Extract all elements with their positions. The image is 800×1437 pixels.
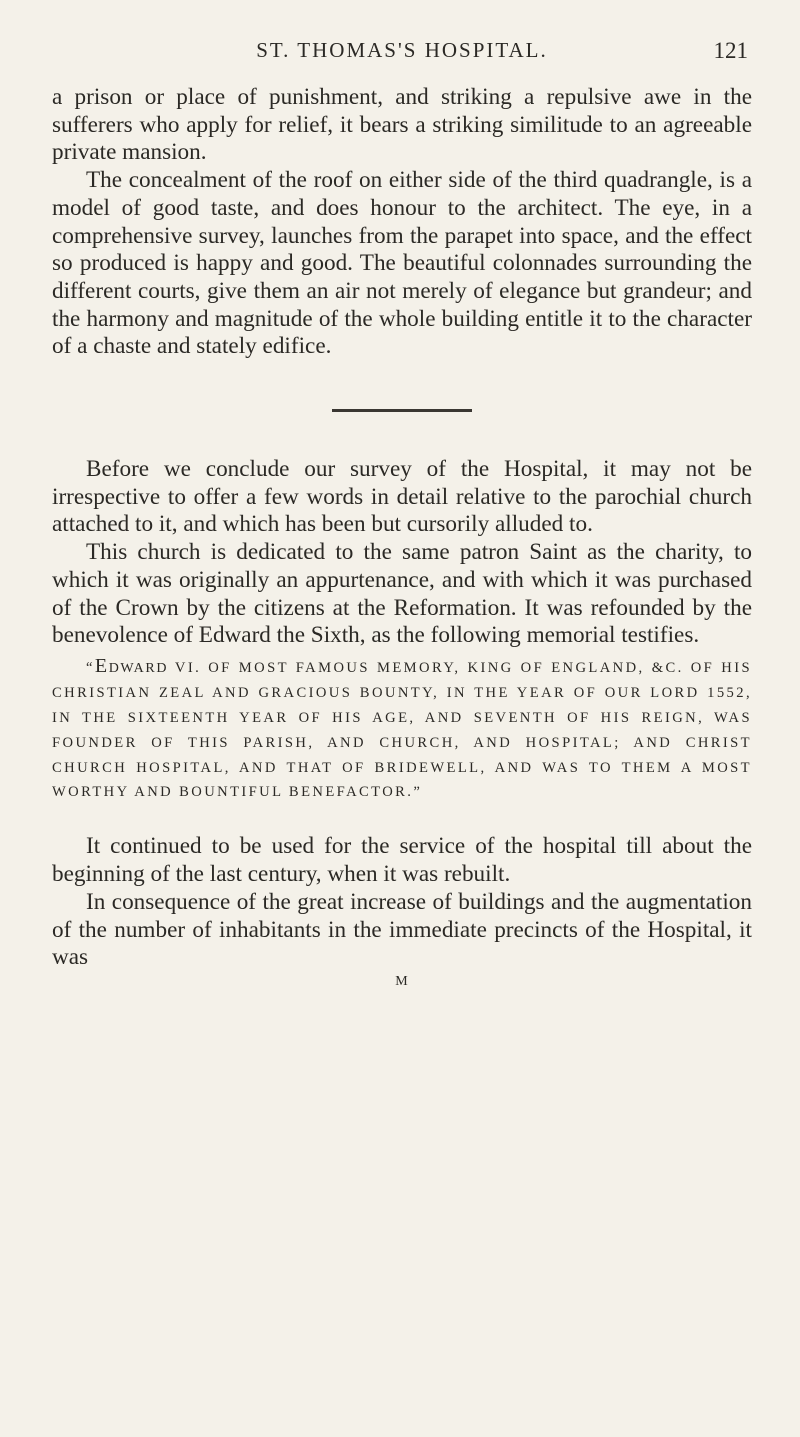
page-number: 121 (713, 38, 748, 63)
running-title: ST. THOMAS'S HOSPITAL. (256, 38, 548, 62)
paragraph-continued-use: It continued to be used for the service of the hospital till about the beginning of the last century, when it was rebuilt. (52, 833, 752, 888)
book-page (52, 38, 752, 990)
paragraph-continued: a prison or place of punishment, and striking a repulsive awe in the sufferers who apply for relief, it bears a striking similitude to an agreeable private mansion. (52, 84, 752, 166)
memorial-close-quote: ” (413, 784, 423, 801)
memorial-open-quote: “ (86, 659, 95, 676)
paragraph-church-dedication: This church is dedicated to the same patron Saint as the charity, to which it was originally an appurtenance, and with which it was purchased of the Crown by the citizens at the Reformation. It was refounded by the benevolence of Edward the Sixth, as the following memorial testifies. (52, 539, 752, 649)
memorial-text: VI. OF MOST FAMOUS MEMORY, KING OF ENGLAND, &C. OF HIS CHRISTIAN ZEAL AND GRACIOUS BOUNTY, IN THE YEAR OF OUR LORD 1552, IN THE SIXTEENTH YEAR OF HIS AGE, AND SEVENTH OF HIS REIGN, WAS FOUNDER OF THIS PARISH, AND CHURCH, AND HOSPITAL; AND CHRIST CHURCH HOSPITAL, AND THAT OF BRIDEWELL, AND WAS TO THEM A MOST WORTHY AND BOUNTIFUL BENEFACTOR. (52, 659, 752, 801)
running-head (52, 38, 752, 78)
memorial-inscription (52, 654, 752, 805)
section-divider (332, 409, 472, 412)
paragraph-parochial-church: Before we conclude our survey of the Hospital, it may not be irrespective to offer a few words in detail relative to the parochial church attached to it, and which has been but cursorily alluded to. (52, 456, 752, 538)
memorial-lead-word: Edward (94, 654, 169, 677)
signature-mark: M (395, 973, 409, 989)
paragraph-increase-buildings: In consequence of the great increase of buildings and the augmentation of the number of inhabitants in the immediate precincts of the Hospital, it was (52, 888, 752, 971)
paragraph-roof-concealment: The concealment of the roof on either side of the third quadrangle, is a model of good taste, and does honour to the architect. The eye, in a comprehensive survey, launches from the parapet into space, and the effect so produced is happy and good. The beautiful colonnades surrounding the different courts, give them an air not merely of elegance but grandeur; and the harmony and magnitude of the whole building entitle it to the character of a chaste and stately edifice. (52, 167, 752, 360)
